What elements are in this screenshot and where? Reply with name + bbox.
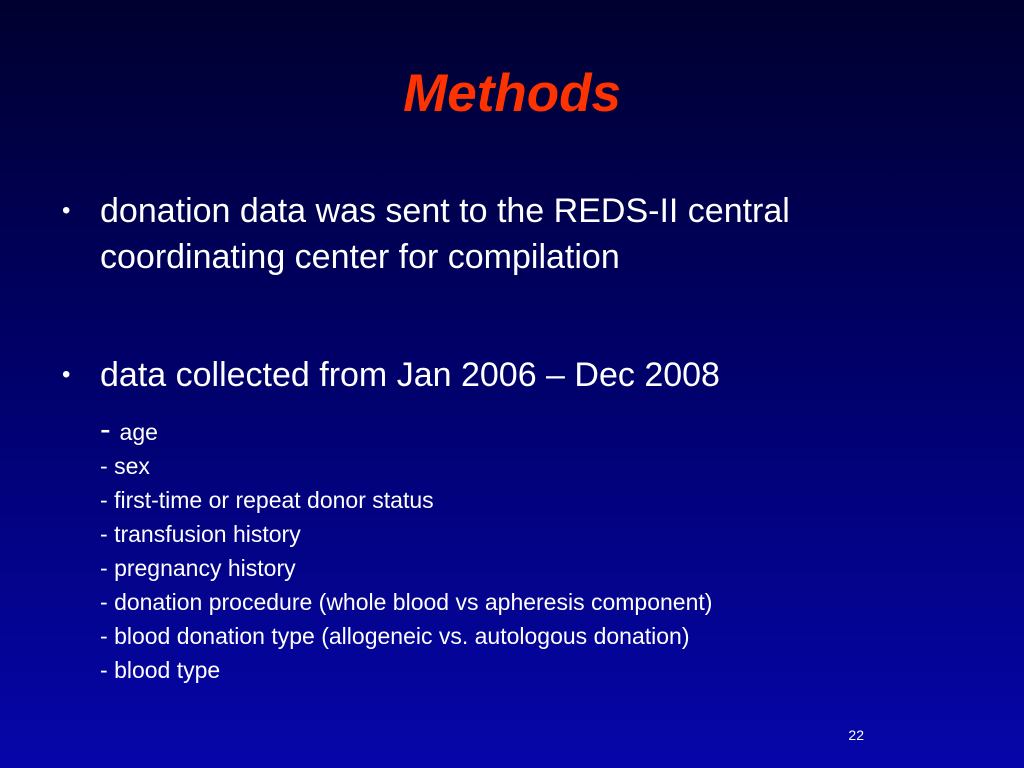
sub-list-item xyxy=(100,412,980,449)
sub-list-item xyxy=(100,585,980,619)
slide-title: Methods xyxy=(403,64,621,123)
sub-list-text: blood donation type (allogeneic vs. autologous donation) xyxy=(114,623,690,649)
sub-list-item xyxy=(100,653,980,687)
sub-list-text: sex xyxy=(114,453,150,479)
sub-list-text: donation procedure (whole blood vs apheresis component) xyxy=(114,589,713,615)
sub-list-item xyxy=(100,449,980,483)
bullet-item xyxy=(62,188,962,280)
sub-list xyxy=(100,412,980,687)
sub-list-item xyxy=(100,483,980,517)
dash-marker: - xyxy=(100,589,115,615)
sub-list-text: first-time or repeat donor status xyxy=(114,487,434,513)
dash-marker: - xyxy=(100,555,115,581)
dash-marker: - xyxy=(100,487,115,513)
sub-list-item xyxy=(100,517,980,551)
sub-list-text: pregnancy history xyxy=(114,555,296,581)
bullet-marker: • xyxy=(62,361,71,388)
sub-list-item xyxy=(100,551,980,585)
slide-number: 22 xyxy=(848,727,864,743)
bullet-item xyxy=(62,352,962,398)
sub-list-text: blood type xyxy=(114,657,221,683)
sub-list-item xyxy=(100,619,980,653)
sub-list-text: transfusion history xyxy=(114,521,301,547)
bullet-marker: • xyxy=(62,197,71,224)
bullet-text: data collected from Jan 2006 – Dec 2008 xyxy=(100,356,720,394)
dash-marker: - xyxy=(100,623,115,649)
bullet-text: donation data was sent to the REDS-II central coordinating center for compilation xyxy=(100,192,790,276)
sub-list-text: age xyxy=(119,419,158,445)
dash-marker: - xyxy=(100,411,120,447)
dash-marker: - xyxy=(100,453,115,479)
dash-marker: - xyxy=(100,521,115,547)
dash-marker: - xyxy=(100,657,115,683)
